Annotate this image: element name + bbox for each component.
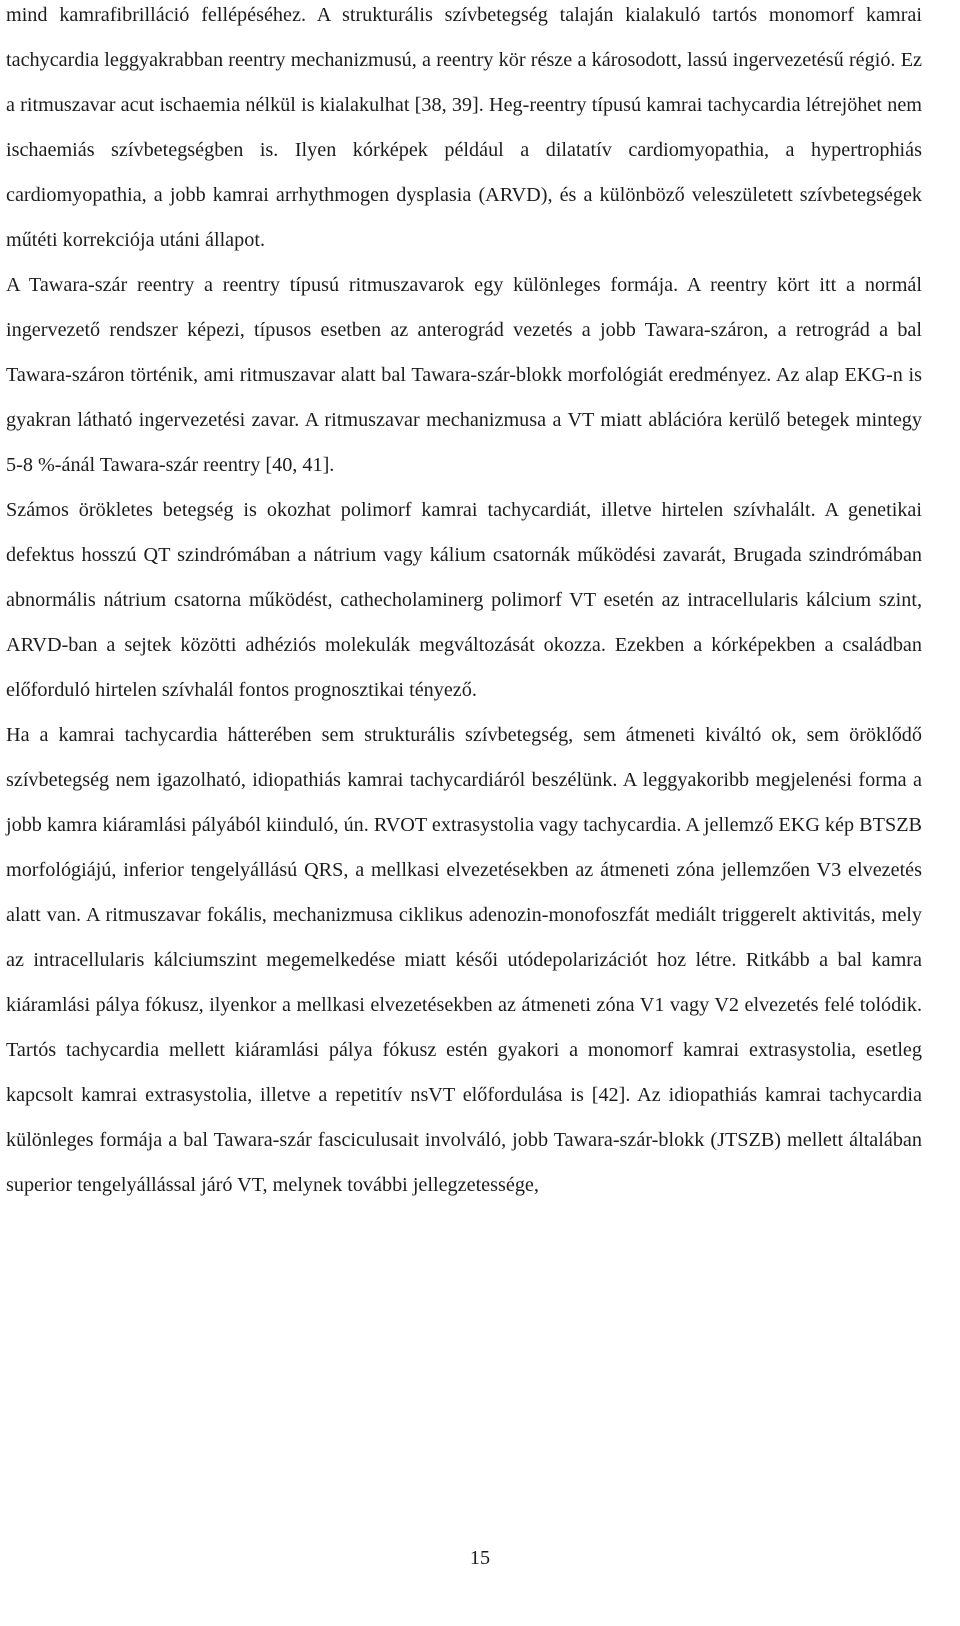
paragraph-bundle-branch-reentry: A Tawara-szár reentry a reentry típusú ritmuszavarok egy különleges formája. A reentry kört itt a normál ingervezető rendszer képezi, típusos esetben az anterográd vezetés a jobb Tawara-száron, a retrográd a bal Tawara-száron történik, ami ritmuszavar alatt bal Tawara-szár-blokk morfológiát eredményez. Az alap EKG-n is gyakran látható ingervezetési zavar. A ritmuszavar mechanizmusa a VT miatt ablációra kerülő betegek mintegy 5-8 %-ánál Tawara-szár reentry [40, 41]. <box>6 274 922 476</box>
paragraph-structural-vt: mind kamrafibrilláció fellépéséhez. A strukturális szívbetegség talaján kialakuló tartós monomorf kamrai tachycardia leggyakrabban reentry mechanizmusú, a reentry kör része a károsodott, lassú ingervezetésű régió. Ez a ritmuszavar acut ischaemia nélkül is kialakulhat [38, 39]. Heg-reentry típusú kamrai tachycardia létrejöhet nem ischaemiás szívbetegségben is. Ilyen kórképek például a dilatatív cardiomyopathia, a hypertrophiás cardiomyopathia, a jobb kamrai arrhythmogen dysplasia (ARVD), és a különböző veleszületett szívbetegségek műtéti korrekciója utáni állapot. <box>6 4 922 251</box>
body-text <box>6 0 922 1208</box>
page-number: 15 <box>469 1547 491 1569</box>
paragraph-idiopathic-vt: Ha a kamrai tachycardia hátterében sem strukturális szívbetegség, sem átmeneti kiváltó ok, sem öröklődő szívbetegség nem igazolható, idiopathiás kamrai tachycardiáról beszélünk. A leggyakoribb megjelenési forma a jobb kamra kiáramlási pályából kiinduló, ún. RVOT extrasystolia vagy tachycardia. A jellemző EKG kép BTSZB morfológiájú, inferior tengelyállású QRS, a mellkasi elvezetésekben az átmeneti zóna jellemzően V3 elvezetés alatt van. A ritmuszavar fokális, mechanizmusa ciklikus adenozin-monofoszfát mediált triggerelt aktivitás, mely az intracellularis kálciumszint megemelkedése miatt késői utódepolarizációt hoz létre. Ritkább a bal kamra kiáramlási pálya fókusz, ilyenkor a mellkasi elvezetésekben az átmeneti zóna V1 vagy V2 elvezetés felé tolódik. Tartós tachycardia mellett kiáramlási pálya fókusz estén gyakori a monomorf kamrai extrasystolia, esetleg kapcsolt kamrai extrasystolia, illetve a repetitív nsVT előfordulása is [42]. Az idiopathiás kamrai tachycardia különleges formája a bal Tawara-szár fasciculusait involváló, jobb Tawara-szár-blokk (JTSZB) mellett általában superior tengelyállással járó VT, melynek további jellegzetessége, <box>6 724 922 1196</box>
paragraph-inherited-disease: Számos örökletes betegség is okozhat polimorf kamrai tachycardiát, illetve hirtelen szívhalált. A genetikai defektus hosszú QT szindrómában a nátrium vagy kálium csatornák működési zavarát, Brugada szindrómában abnormális nátrium csatorna működést, cathecholaminerg polimorf VT esetén az intracellularis kálcium szint, ARVD-ban a sejtek közötti adhéziós molekulák megváltozását okozza. Ezekben a kórképekben a családban előforduló hirtelen szívhalál fontos prognosztikai tényező. <box>6 499 922 701</box>
